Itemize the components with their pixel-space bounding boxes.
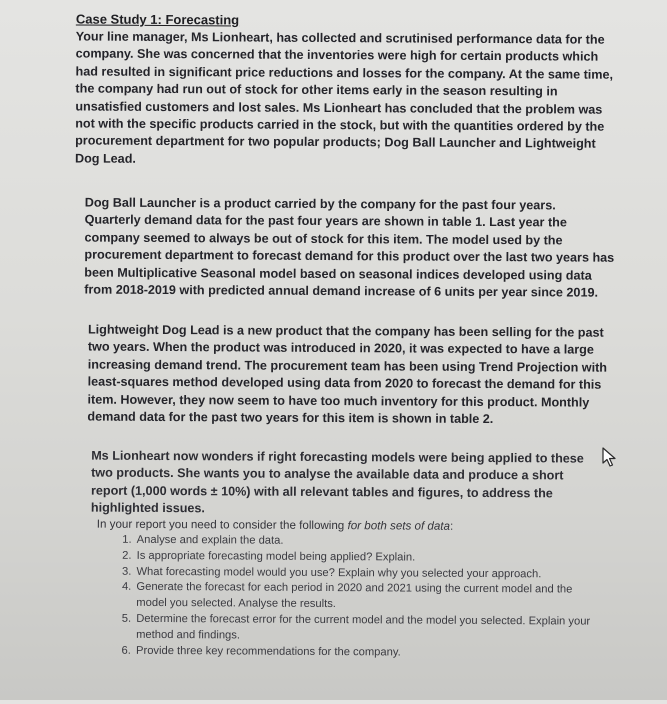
task-item: 3. What forecasting model would you use? Explain why you selected your approach. [134, 564, 604, 583]
mouse-pointer-icon [600, 446, 620, 468]
task-item: 2. Is appropriate forecasting model being applied? Explain. [135, 549, 605, 568]
paragraph-dog-ball-launcher: Dog Ball Launcher is a product carried by the company for the past four years. Quarterly demand data for the past four years are shown in table 1. Last year the company seemed to always be out of stock for this item. The model used by the procurement department to forecast demand for this product over the last two years has been Multiplicative Seasonal model based on seasonal indices developed using data from 2018-2019 with predicted annual demand increase of 6 units per year since 2019. [84, 195, 615, 300]
task-item: 4. Generate the forecast for each period in 2020 and 2021 using the current model and the model you selected. Analyse the results. [134, 580, 604, 614]
task-item: 5. Determine the forecast error for the current model and the model you selected. Explain your method and findings. [134, 612, 604, 646]
task-item: 1. Analyse and explain the data. [135, 533, 605, 552]
intro-suffix: : [449, 519, 454, 533]
paragraph-report-request: Ms Lionheart now wonders if right forecasting models were being applied to these two products. She wants you to analyse the available data and produce a short report (1,000 words ± 10%) with all relevant tables and figures, to address the highlighted issues. [90, 448, 584, 516]
task-item: 6. Provide three key recommendations for the company. [134, 643, 604, 662]
intro-emphasis: for both sets of data [347, 519, 451, 533]
task-list [112, 533, 605, 662]
case-study-title: Case Study 1: Forecasting [75, 11, 240, 28]
paragraph-background: Your line manager, Ms Lionheart, has collected and scrutinised performance data for the company. She was concerned that the inventories were high for certain products which had resulted in significant price reductions and losses for the company. At the same time, the company had run out of stock for other items early in the season resulting in unsatisfied customers and lost sales. Ms Lionheart has concluded that the problem was not with the specific products carried in the stock, but with the quantities ordered by the procurement department for two popular products; Dog Ball Launcher and Lightweight Dog Lead. [74, 29, 614, 166]
paragraph-lightweight-dog-lead: Lightweight Dog Lead is a new product that the company has been selling for the past two years. When the product was introduced in 2020, it was expected to have a large increasing demand trend. The procurement team has been using Trend Projection with least-squares method developed using data from 2020 to forecast the demand for this item. However, they now seem to have too much inventory for this product. Monthly demand data for the past two years for this item is shown in table 2. [87, 322, 608, 427]
intro-prefix: In your report you need to consider the following [96, 517, 348, 533]
